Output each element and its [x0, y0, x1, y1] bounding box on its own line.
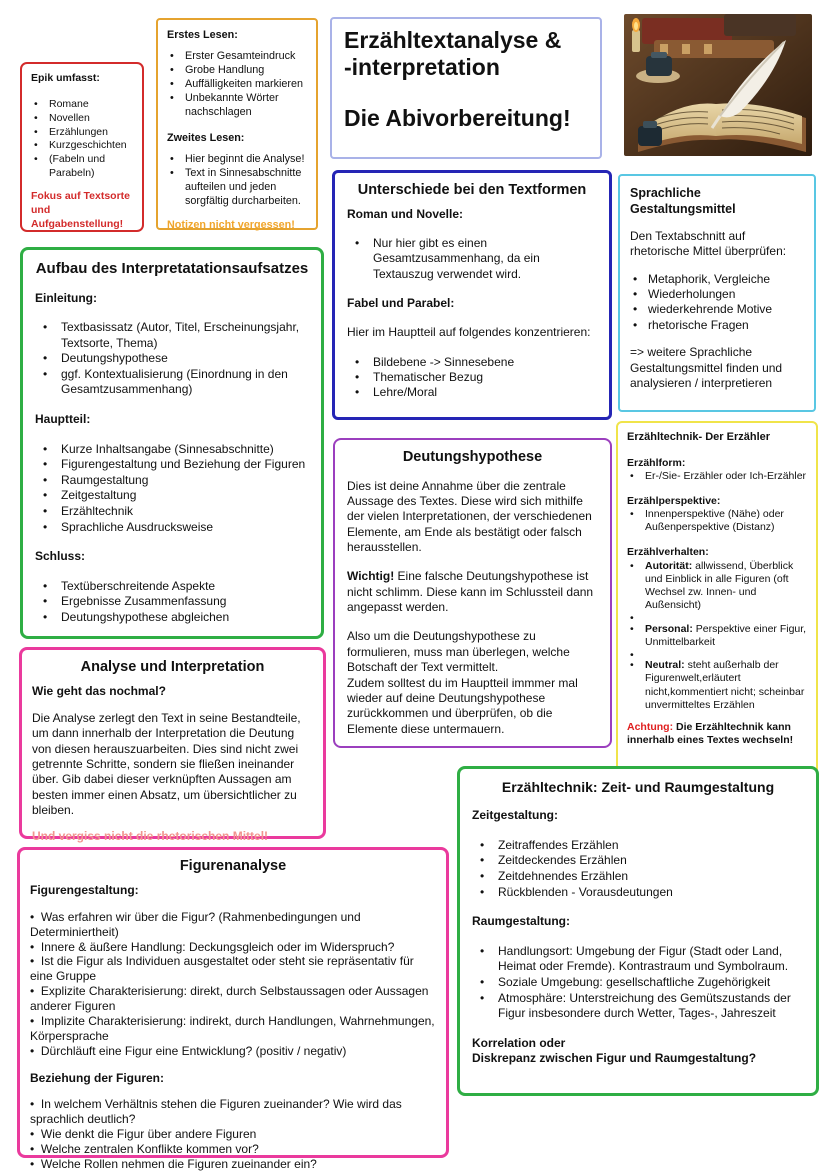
erzaehlform-list: [627, 470, 807, 483]
erzaehler-box: [616, 421, 818, 778]
fabel-parabel-intro: Hier im Hauptteil auf folgendes konzentrieren:: [347, 325, 591, 340]
fabel-parabel-list: [347, 355, 597, 401]
roman-novelle-title: Roman und Novelle:: [347, 206, 464, 221]
zeitgestaltung-list: [472, 838, 804, 900]
epik-list: [31, 98, 133, 181]
list-item: • Metaphorik, Vergleiche: [630, 272, 804, 287]
deutung-p3: Also um die Deutungshypothese zu formulieren, muss man überlegen, welche Botschaft der Text vermittelt.: [347, 629, 570, 675]
list-item: • Explizite Charakterisierung: direkt, durch Selbstaussagen oder Aussagen anderer Figuren: [30, 984, 436, 1014]
list-item: • Sprachliche Ausdrucksweise: [35, 520, 309, 536]
list-item: • Wie denkt die Figur über andere Figuren: [30, 1127, 436, 1142]
list-item: • rhetorische Fragen: [630, 318, 804, 333]
list-item: • Wiederholungen: [630, 287, 804, 302]
list-item: • Innenperspektive (Nähe) oder Außenperspektive (Distanz): [627, 508, 807, 534]
analyse-note: Und vergiss nicht die rhetorischen Mittel!: [32, 829, 269, 844]
erzaehlform-title: Erzählform:: [627, 456, 686, 469]
sprachliche-intro: Den Textabschnitt auf rhetorische Mittel überprüfen:: [630, 229, 787, 259]
list-item: • Soziale Umgebung: gesellschaftliche Zugehörigkeit: [472, 975, 804, 991]
figurengestaltung-title: Figurengestaltung:: [30, 882, 139, 897]
list-item: • Romane: [31, 98, 133, 112]
list-item: • In welchem Verhältnis stehen die Figuren zueinander? Wie wird das sprachlich deutlich?: [30, 1097, 436, 1127]
erstes-lesen-list: [167, 49, 307, 119]
list-item: • Zeitdeckendes Erzählen: [472, 853, 804, 869]
erzaehlperspektive-title: Erzählperspektive:: [627, 495, 721, 507]
figuren-box: [17, 847, 449, 1171]
deutung-p2: [347, 569, 598, 615]
list-item: • Erzähltechnik: [35, 504, 309, 520]
list-item: • Er-/Sie- Erzähler oder Ich-Erzähler: [627, 470, 807, 483]
hero-image: [624, 14, 812, 156]
list-item: • Zeitraffendes Erzählen: [472, 838, 804, 854]
page-title-line2: -interpretation: [344, 54, 500, 81]
sprachliche-list: [630, 272, 804, 333]
list-item: • Raumgestaltung: [35, 473, 309, 489]
list-item: • wiederkehrende Motive: [630, 302, 804, 317]
list-item: • Grobe Handlung: [167, 63, 307, 77]
list-item: • Welche Rollen nehmen die Figuren zueinander ein?: [30, 1157, 436, 1171]
list-item: • Welche zentralen Konflikte kommen vor?: [30, 1142, 436, 1157]
list-item: • Erster Gesamteindruck: [167, 49, 307, 63]
list-item: • Ergebnisse Zusammenfassung: [35, 594, 309, 610]
deutung-title: Deutungshypothese: [402, 449, 543, 465]
hauptteil-list: [35, 442, 309, 536]
analyse-title: Analyse und Interpretation: [80, 659, 265, 675]
erzaehlverhalten-title: Erzählverhalten:: [627, 546, 709, 559]
page-title-line1: Erzähltextanalyse &: [344, 27, 562, 53]
sprachliche-title-line1: Sprachliche: [630, 186, 701, 200]
raumgestaltung-list: [472, 944, 804, 1022]
list-item: • Novellen: [31, 112, 133, 126]
list-item: • Autorität: allwissend, Überblick und Einblick in alle Figuren (oft Wechsel zw. Innen- und Außensicht): [627, 560, 807, 613]
list-item: • Deutungshypothese: [35, 351, 309, 367]
list-item: • Unbekannte Wörter nachschlagen: [167, 91, 307, 119]
list-item: • Textbasissatz (Autor, Titel, Erscheinungsjahr, Textsorte, Thema): [35, 320, 309, 351]
einleitung-list: [35, 320, 309, 398]
erzaehler-warning-text: Die Erzähltechnik kann innerhalb eines Textes wechseln!: [627, 720, 794, 746]
list-item: • Personal: Perspektive einer Figur, Unmittelbarkeit: [627, 623, 807, 649]
erzaehler-warning-label: Achtung:: [627, 720, 674, 733]
list-item: • (Fabeln und Parabeln): [31, 153, 133, 181]
list-item: • Dürchläuft eine Figur eine Entwicklung? (positiv / negativ): [30, 1044, 436, 1059]
schluss-list: [35, 579, 309, 626]
lesen-box: [156, 18, 318, 230]
zeitraum-outro: [472, 1036, 804, 1067]
deutung-p4: Zudem solltest du im Hauptteil immmer mal wieder auf deine Deutungshypothese zurückkommen und überprüfen, ob die Elemente diese untermauern.: [347, 675, 578, 736]
list-item: • Rückblenden - Vorausdeutungen: [472, 885, 804, 901]
list-item: • Figurengestaltung und Beziehung der Figuren: [35, 457, 309, 473]
epik-warning: Fokus auf Textsorte und Aufgabenstellung!: [31, 190, 130, 230]
list-item: • Nur hier gibt es einen Gesamtzusammenhang, da ein Textauszug verwendet wird.: [347, 236, 597, 282]
beziehung-list: [30, 1097, 436, 1171]
erzaehler-warning: [627, 721, 807, 747]
page-subtitle: Die Abivorbereitung!: [344, 105, 571, 132]
epik-box: [20, 62, 144, 232]
list-item: • Kurzgeschichten: [31, 139, 133, 153]
beziehung-title: Beziehung der Figuren:: [30, 1070, 165, 1085]
aufbau-box: [20, 247, 324, 639]
books-quill-illustration: [624, 14, 812, 156]
list-item: • Thematischer Bezug: [347, 370, 597, 385]
list-item: • Zeitdehnendes Erzählen: [472, 869, 804, 885]
list-item: • Neutral: steht außerhalb der Figurenwelt,erläutert nicht,kommentiert nicht; scheinbar unvermitteltes Erzählen: [627, 659, 807, 712]
raumgestaltung-title: Raumgestaltung:: [472, 914, 571, 929]
deutung-p1: Dies ist deine Annahme über die zentrale Aussage des Textes. Diese wird sich mithilfe der vielen Interpretationen, der verschiedenen Elemente, am Ende als bestätigt oder falsch herausstellen.: [347, 478, 592, 554]
list-item: • Deutungshypothese abgleichen: [35, 610, 309, 626]
einleitung-title: Einleitung:: [35, 290, 97, 305]
lesen-note: Notizen nicht vergessen!: [167, 219, 295, 232]
fabel-parabel-title: Fabel und Parabel:: [347, 295, 455, 310]
list-item: • Was erfahren wir über die Figur? (Rahmenbedingungen und Determiniertheit): [30, 910, 436, 940]
zeitraum-title: Erzähltechnik: Zeit- und Raumgestaltung: [501, 779, 775, 795]
zeitraum-box: [457, 766, 819, 1096]
sprachliche-box: [618, 174, 816, 412]
analyse-paragraph: Die Analyse zerlegt den Text in seine Bestandteile, um dann innerhalb der Interpretation die Deutung von diesen herauszuarbeiten. Dies sind nicht zwei getrennte Schritte, sondern sie fließen ineinander über. Gib dabei dieser verknüpften Aussagen am besten immer einen Absatz, um übersichtlicher zu bleiben.: [32, 710, 301, 818]
aufbau-title: Aufbau des Interpretatationsaufsatzes: [35, 260, 309, 277]
list-item: [627, 649, 807, 660]
list-item: • Textüberschreitende Aspekte: [35, 579, 309, 595]
list-item: • Bildebene -> Sinnesebene: [347, 355, 597, 370]
zeitgestaltung-title: Zeitgestaltung:: [472, 808, 558, 823]
list-item: [627, 612, 807, 623]
erzaehler-title: Erzähltechnik- Der Erzähler: [627, 431, 771, 443]
figuren-title: Figurenanalyse: [179, 858, 287, 874]
roman-novelle-list: [347, 236, 597, 282]
list-item: • Text in Sinnesabschnitte aufteilen und jeden sorgfältig durcharbeiten.: [167, 166, 307, 208]
erzaehlperspektive-list: [627, 508, 807, 534]
list-item: • Hier beginnt die Analyse!: [167, 152, 307, 166]
deutung-p2-lead: Wichtig!: [347, 569, 395, 584]
erzaehlverhalten-list: [627, 560, 807, 712]
list-item: • Implizite Charakterisierung: indirekt, durch Handlungen, Wahrnehmungen, Körpersprache: [30, 1014, 436, 1044]
list-item: • Ist die Figur als Individuen ausgestaltet oder steht sie repräsentativ für eine Gruppe: [30, 954, 436, 984]
textformen-title: Unterschiede bei den Textformen: [357, 182, 587, 198]
page-title-box: [330, 17, 602, 159]
list-item: • Erzählungen: [31, 126, 133, 140]
list-item: • Kurze Inhaltsangabe (Sinnesabschnitte): [35, 442, 309, 458]
zeitraum-outro-line1: Korrelation oder: [472, 1035, 566, 1050]
deutung-p2-text: Eine falsche Deutungshypothese ist nicht schlimm. Diese kann im Schlussteil dann angepasst werden.: [347, 569, 594, 615]
schluss-title: Schluss:: [35, 549, 86, 564]
analyse-question: Wie geht das nochmal?: [32, 683, 166, 698]
list-item: • ggf. Kontextualisierung (Einordnung in den Gesamtzusammenhang): [35, 367, 309, 398]
erstes-lesen-title: Erstes Lesen:: [167, 29, 238, 41]
figurengestaltung-list: [30, 910, 436, 1059]
zweites-lesen-title: Zweites Lesen:: [167, 132, 245, 145]
list-item: • Zeitgestaltung: [35, 488, 309, 504]
candle: [632, 18, 640, 52]
list-item: • Auffälligkeiten markieren: [167, 77, 307, 91]
sprachliche-outro: => weitere Sprachliche Gestaltungsmittel finden und analysieren / interpretieren: [630, 345, 783, 390]
list-item: • Innere & äußere Handlung: Deckungsgleich oder im Widerspruch?: [30, 940, 436, 955]
analyse-box: [19, 647, 326, 844]
sprachliche-title-line2: Gestaltungsmittel: [630, 202, 736, 216]
textformen-box: [332, 170, 612, 420]
zweites-lesen-list: [167, 152, 307, 208]
epik-title: Epik umfasst:: [31, 72, 100, 84]
list-item: • Handlungsort: Umgebung der Figur (Stadt oder Land, Heimat oder Fremde). Kontrastraum und Symbolraum.: [472, 944, 804, 975]
zeitraum-outro-line2: Diskrepanz zwischen Figur und Raumgestaltung?: [472, 1051, 757, 1066]
hauptteil-title: Hauptteil:: [35, 412, 91, 427]
list-item: • Lehre/Moral: [347, 385, 597, 400]
list-item: • Atmosphäre: Unterstreichung des Gemütszustands der Figur insbesondere durch Wetter, Tages-, Jahreszeit: [472, 991, 804, 1022]
deutung-box: [333, 438, 612, 748]
